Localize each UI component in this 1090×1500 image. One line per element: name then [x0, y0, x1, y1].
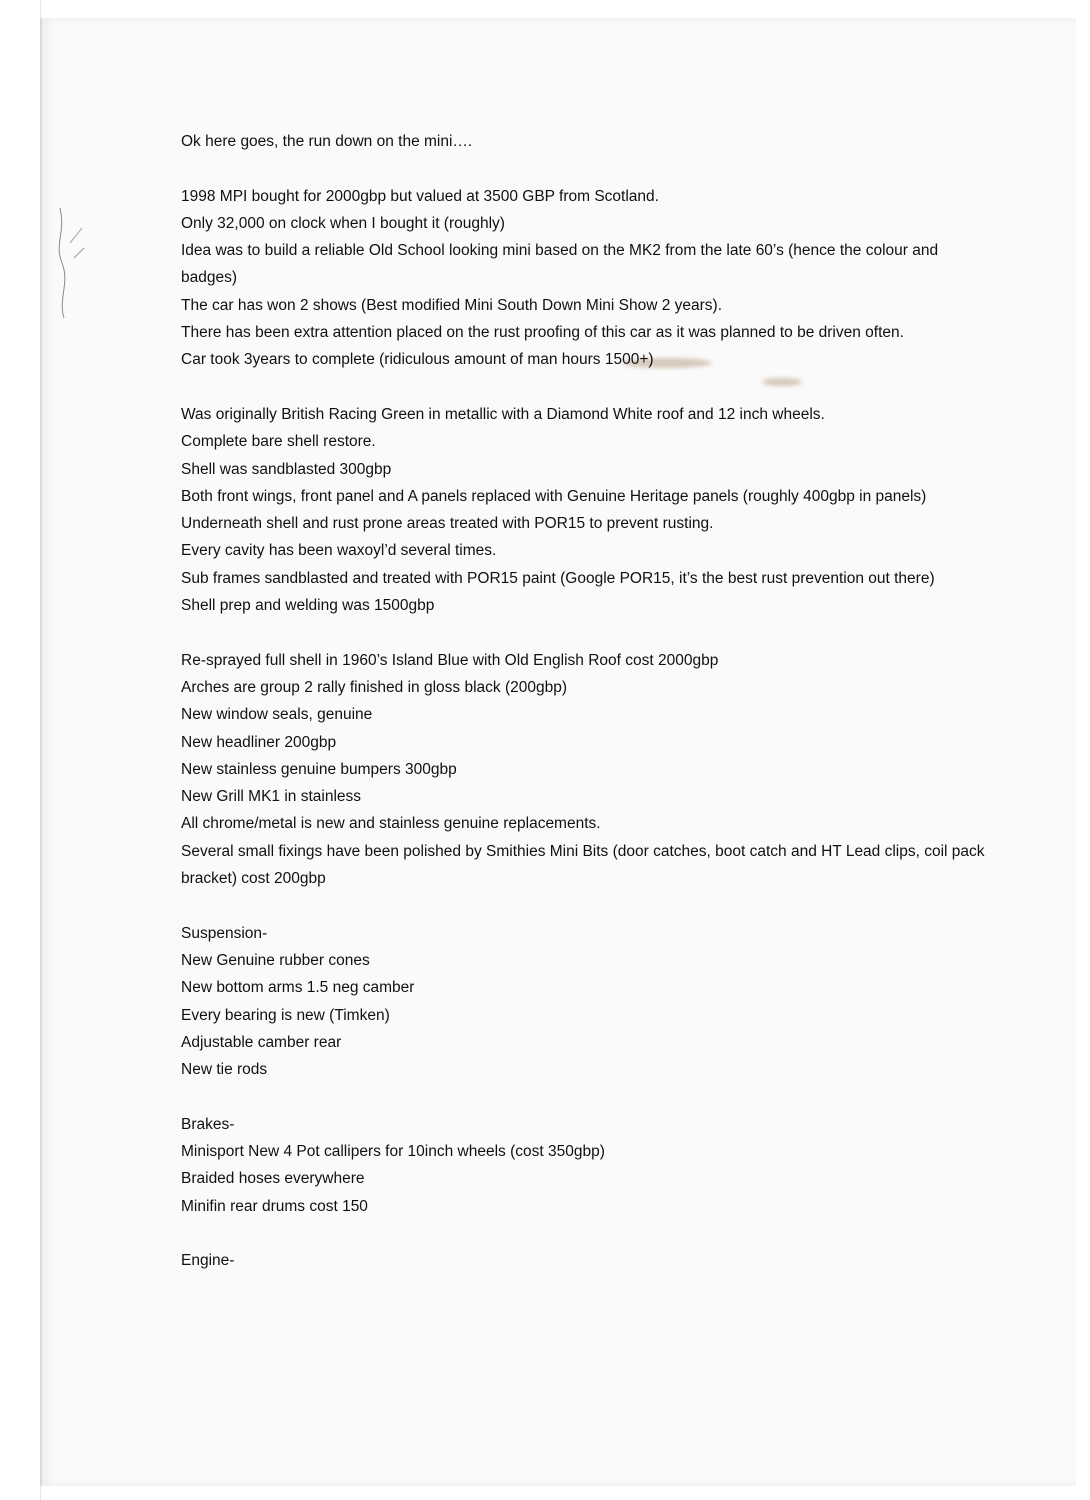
text-line: Minisport New 4 Pot callipers for 10inch wheels (cost 350gbp)	[181, 1142, 605, 1160]
text-line: Idea was to build a reliable Old School looking mini based on the MK2 from the late 60’s (hence the colour and badges)	[181, 242, 939, 287]
text-line: New Grill MK1 in stainless	[181, 788, 362, 806]
text-line: 1998 MPI bought for 2000gbp but valued at 3500 GBP from Scotland.	[181, 187, 659, 205]
text-line: There has been extra attention placed on the rust proofing of this car as it was planned to be driven often.	[181, 324, 904, 342]
paragraph-suspension	[181, 920, 991, 1084]
text-line: Shell was sandblasted 300gbp	[181, 460, 392, 478]
text-line: New headliner 200gbp	[181, 733, 337, 751]
text-line: Shell prep and welding was 1500gbp	[181, 597, 435, 615]
text-line: Car took 3years to complete (ridiculous amount of man hours 1500+)	[181, 351, 654, 369]
text-line: Sub frames sandblasted and treated with POR15 paint (Google POR15, it’s the best rust prevention out there)	[181, 569, 935, 587]
paragraph-paint	[181, 647, 991, 893]
text-line: New bottom arms 1.5 neg camber	[181, 979, 415, 997]
text-line: Every cavity has been waxoyl’d several times.	[181, 542, 497, 560]
text-line: New window seals, genuine	[181, 706, 373, 724]
text-line: The car has won 2 shows (Best modified Mini South Down Mini Show 2 years).	[181, 296, 723, 314]
section-heading: Suspension-	[181, 924, 268, 942]
paragraph-restoration	[181, 401, 991, 619]
text-line: Both front wings, front panel and A panels replaced with Genuine Heritage panels (roughly 400gbp in panels)	[181, 487, 927, 505]
text-line: Minifin rear drums cost 150	[181, 1197, 368, 1215]
text-line: Only 32,000 on clock when I bought it (roughly)	[181, 214, 505, 232]
paragraph-purchase	[181, 183, 991, 374]
section-heading: Brakes-	[181, 1115, 235, 1133]
text-line: Adjustable camber rear	[181, 1033, 342, 1051]
text-line: Several small fixings have been polished by Smithies Mini Bits (door catches, boot catch and HT Lead clips, coil pack bracket) cost 200gbp	[181, 842, 985, 888]
text-line: Braided hoses everywhere	[181, 1170, 365, 1188]
text-line: New stainless genuine bumpers 300gbp	[181, 760, 457, 778]
paragraph-engine	[181, 1247, 991, 1274]
section-heading: Engine-	[181, 1252, 235, 1270]
text-line: Underneath shell and rust prone areas treated with POR15 to prevent rusting.	[181, 515, 714, 533]
paragraph-brakes	[181, 1111, 991, 1220]
text-line: Ok here goes, the run down on the mini….	[181, 133, 473, 150]
text-line: All chrome/metal is new and stainless genuine replacements.	[181, 815, 601, 833]
scanner-margin	[0, 0, 41, 1500]
text-line: Complete bare shell restore.	[181, 433, 376, 451]
text-line: New Genuine rubber cones	[181, 951, 370, 969]
text-line: Every bearing is new (Timken)	[181, 1006, 390, 1024]
text-line: Re-sprayed full shell in 1960’s Island Blue with Old English Roof cost 2000gbp	[181, 651, 719, 669]
text-line: Arches are group 2 rally finished in gloss black (200gbp)	[181, 678, 567, 696]
text-line: Was originally British Racing Green in metallic with a Diamond White roof and 12 inch wheels.	[181, 405, 825, 423]
text-line: New tie rods	[181, 1061, 268, 1079]
pen-mark-icon	[52, 203, 92, 323]
paragraph-intro	[181, 128, 991, 155]
document-body	[181, 128, 991, 1274]
